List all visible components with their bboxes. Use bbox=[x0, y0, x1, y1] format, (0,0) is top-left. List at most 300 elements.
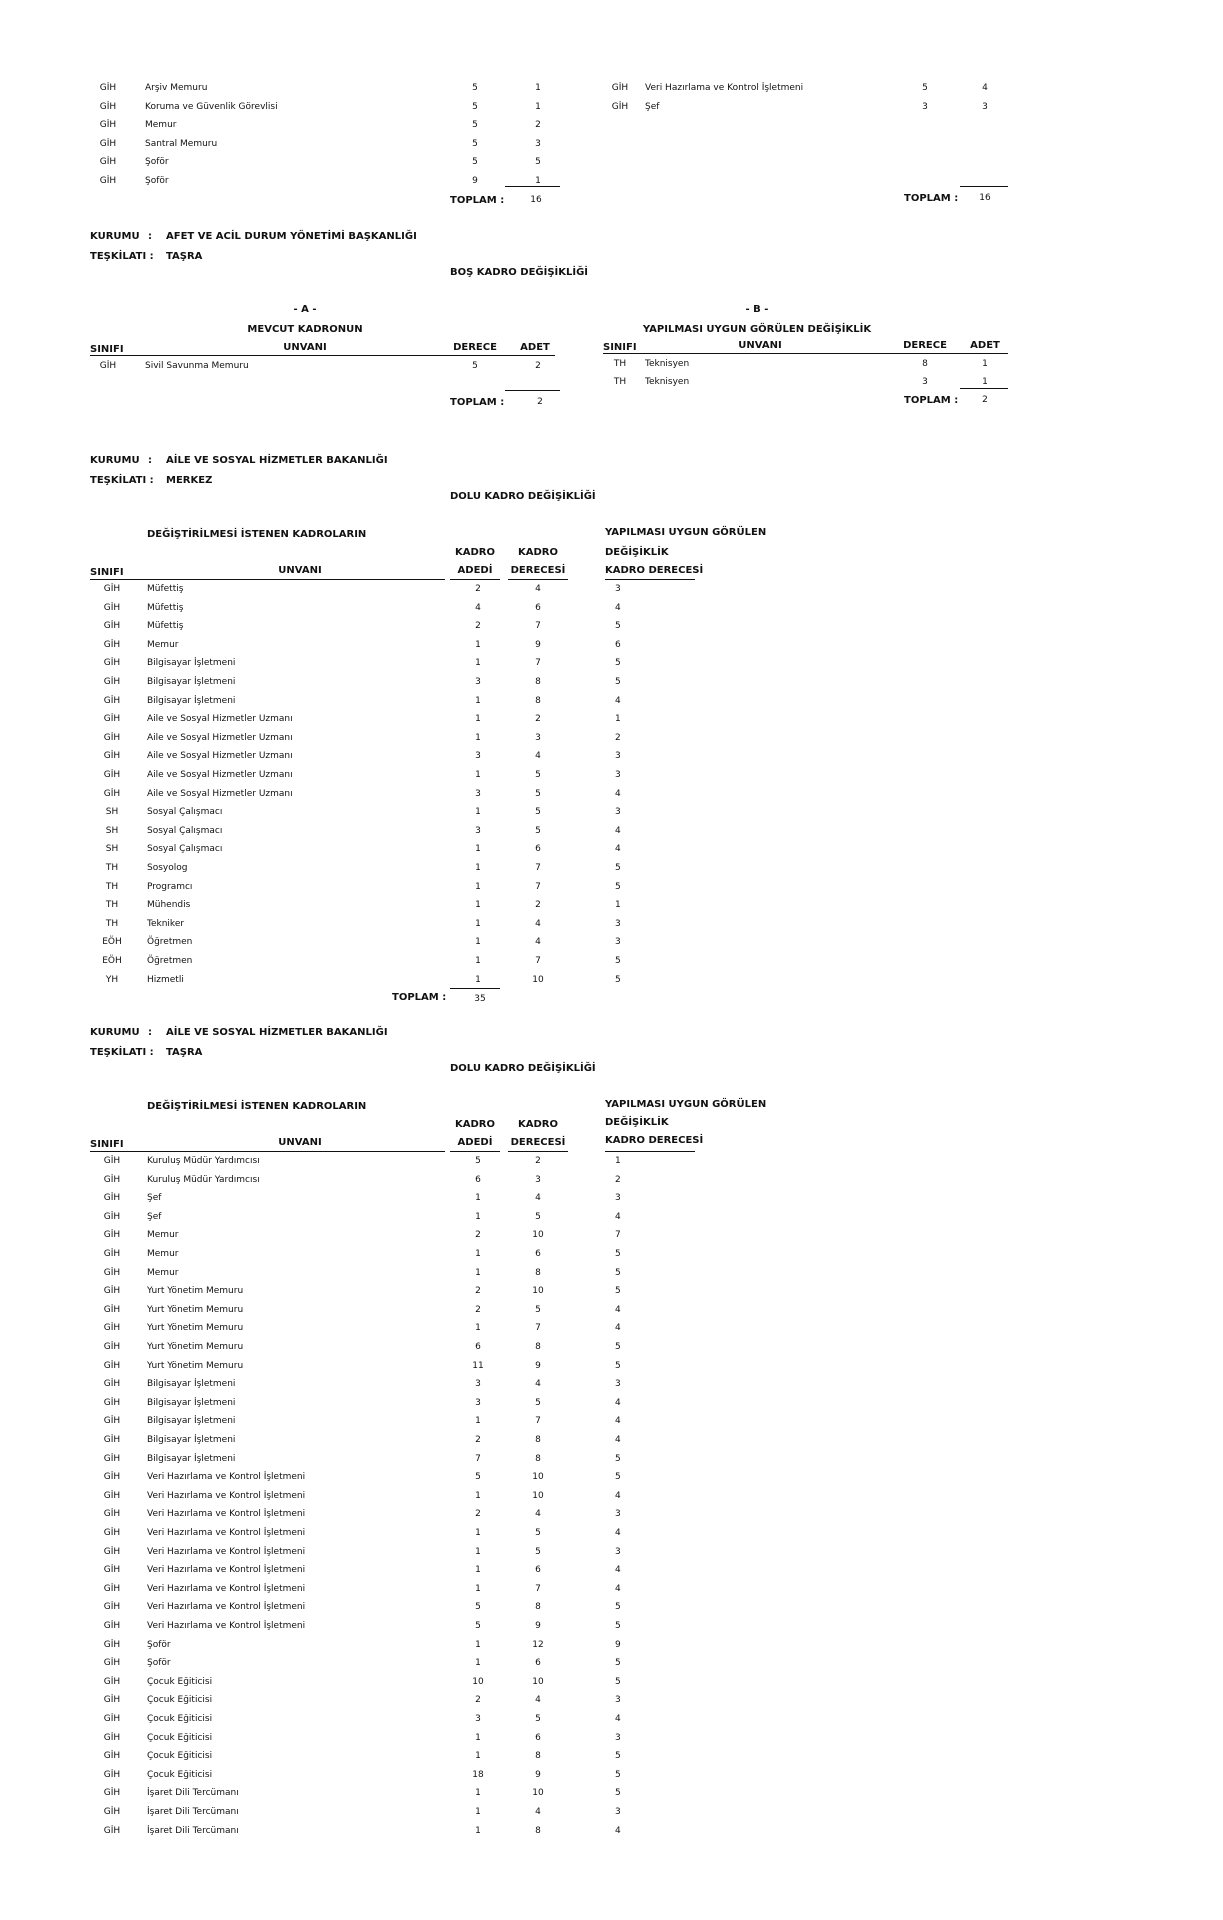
cell-kadro-derecesi: 5 bbox=[535, 1397, 541, 1408]
cell-kadro-adedi: 1 bbox=[475, 1732, 481, 1743]
cell-yeni-derece: 1 bbox=[615, 900, 621, 911]
cell-kadro-derecesi: 6 bbox=[535, 844, 541, 855]
cell-kadro-derecesi: 10 bbox=[532, 1788, 544, 1799]
column-header: KADRO bbox=[518, 1119, 558, 1130]
cell-unvani: Programcı bbox=[147, 881, 193, 892]
cell-derece: 5 bbox=[472, 120, 478, 131]
total-label: TOPLAM : bbox=[392, 992, 447, 1003]
cell-kadro-adedi: 1 bbox=[475, 1583, 481, 1594]
cell-sinifi: SH bbox=[105, 825, 119, 836]
cell-sinifi: GİH bbox=[103, 1825, 121, 1836]
cell-kadro-adedi: 3 bbox=[475, 788, 481, 799]
cell-yeni-derece: 2 bbox=[615, 732, 621, 743]
cell-adet: 5 bbox=[535, 157, 541, 168]
cell-yeni-derece: 5 bbox=[615, 1286, 621, 1297]
cell-unvani: Şef bbox=[147, 1211, 162, 1222]
cell-kadro-adedi: 2 bbox=[475, 1304, 481, 1315]
cell-unvani: Sosyolog bbox=[147, 863, 188, 873]
cell-yeni-derece: 7 bbox=[615, 1230, 621, 1241]
cell-kadro-adedi: 1 bbox=[475, 1658, 481, 1669]
cell-kadro-derecesi: 8 bbox=[535, 695, 541, 706]
cell-unvani: İşaret Dili Tercümanı bbox=[147, 1825, 239, 1836]
teskilati-label: TEŞKİLATI : bbox=[90, 1047, 154, 1058]
cell-kadro-adedi: 6 bbox=[475, 1342, 481, 1352]
cell-unvani: Veri Hazırlama ve Kontrol İşletmeni bbox=[147, 1472, 306, 1483]
cell-kadro-adedi: 5 bbox=[475, 1156, 481, 1166]
cell-kadro-derecesi: 3 bbox=[535, 732, 541, 743]
cell-adet: 3 bbox=[535, 138, 541, 149]
total-label: TOPLAM : bbox=[450, 195, 505, 206]
cell-yeni-derece: 5 bbox=[615, 1788, 621, 1799]
cell-unvani: Öğretmen bbox=[147, 956, 193, 966]
cell-unvani: Mühendis bbox=[147, 900, 191, 911]
cell-sinifi: GİH bbox=[103, 1397, 121, 1408]
divider bbox=[960, 186, 1008, 187]
cell-unvani: Çocuk Eğiticisi bbox=[147, 1676, 213, 1687]
cell-kadro-derecesi: 5 bbox=[535, 825, 541, 836]
cell-sinifi: GİH bbox=[103, 1602, 121, 1613]
total-value: 2 bbox=[537, 397, 543, 407]
cell-sinifi: GİH bbox=[103, 1769, 121, 1780]
cell-sinifi: TH bbox=[105, 881, 119, 892]
cell-unvani: Veri Hazırlama ve Kontrol İşletmeni bbox=[147, 1546, 306, 1557]
cell-adet: 2 bbox=[535, 361, 541, 371]
cell-yeni-derece: 3 bbox=[615, 1193, 621, 1204]
teskilati-label: TEŞKİLATI : bbox=[90, 251, 154, 262]
column-header: KADRO bbox=[518, 547, 558, 558]
cell-unvani: Şef bbox=[645, 101, 660, 112]
kurumu-label: KURUMU bbox=[90, 455, 140, 466]
table-title: DEĞİŞTİRİLMESİ İSTENEN KADROLARIN bbox=[147, 1101, 367, 1112]
cell-yeni-derece: 5 bbox=[615, 1769, 621, 1780]
cell-kadro-adedi: 1 bbox=[475, 695, 481, 706]
cell-yeni-derece: 4 bbox=[615, 1397, 621, 1408]
cell-kadro-adedi: 1 bbox=[475, 956, 481, 966]
header-rule bbox=[508, 579, 568, 580]
cell-sinifi: GİH bbox=[103, 1621, 121, 1631]
cell-kadro-derecesi: 8 bbox=[535, 1435, 541, 1445]
cell-kadro-adedi: 7 bbox=[475, 1453, 481, 1464]
table-title: DEĞİŞİKLİK bbox=[605, 547, 669, 558]
header-rule bbox=[90, 1151, 445, 1152]
cell-kadro-adedi: 3 bbox=[475, 751, 481, 762]
cell-kadro-derecesi: 8 bbox=[535, 1825, 541, 1836]
cell-unvani: İşaret Dili Tercümanı bbox=[147, 1807, 239, 1817]
section-heading: DOLU KADRO DEĞİŞİKLİĞİ bbox=[450, 1063, 596, 1074]
cell-kadro-adedi: 1 bbox=[475, 1211, 481, 1222]
cell-kadro-derecesi: 6 bbox=[535, 1732, 541, 1743]
cell-kadro-derecesi: 4 bbox=[535, 1193, 541, 1204]
cell-yeni-derece: 3 bbox=[615, 584, 621, 594]
divider bbox=[960, 388, 1008, 389]
cell-yeni-derece: 4 bbox=[615, 1714, 621, 1724]
cell-kadro-adedi: 4 bbox=[475, 602, 481, 613]
header-rule bbox=[605, 579, 695, 580]
cell-kadro-adedi: 18 bbox=[472, 1769, 484, 1780]
kurumu-name: AİLE VE SOSYAL HİZMETLER BAKANLIĞI bbox=[166, 455, 388, 466]
column-header: DERECESİ bbox=[510, 1137, 566, 1148]
column-header: DERECESİ bbox=[510, 565, 566, 576]
cell-kadro-adedi: 1 bbox=[475, 863, 481, 873]
cell-unvani: Çocuk Eğiticisi bbox=[147, 1751, 213, 1762]
cell-unvani: Memur bbox=[147, 1230, 179, 1241]
cell-yeni-derece: 5 bbox=[615, 1621, 621, 1631]
cell-unvani: Şoför bbox=[145, 157, 169, 168]
cell-kadro-derecesi: 10 bbox=[532, 1472, 544, 1483]
cell-unvani: Kuruluş Müdür Yardımcısı bbox=[147, 1174, 260, 1185]
cell-kadro-adedi: 2 bbox=[475, 1509, 481, 1520]
column-header: SINIFI bbox=[90, 344, 124, 355]
cell-kadro-derecesi: 4 bbox=[535, 937, 541, 948]
cell-derece: 5 bbox=[472, 361, 478, 371]
column-header: DERECE bbox=[903, 340, 947, 351]
cell-sinifi: GİH bbox=[103, 1695, 121, 1706]
cell-unvani: Yurt Yönetim Memuru bbox=[147, 1323, 244, 1334]
column-header: DERECE bbox=[453, 342, 497, 353]
cell-kadro-adedi: 5 bbox=[475, 1621, 481, 1631]
total-value: 16 bbox=[979, 193, 991, 203]
cell-kadro-adedi: 1 bbox=[475, 1193, 481, 1204]
cell-kadro-adedi: 5 bbox=[475, 1472, 481, 1483]
cell-sinifi: GİH bbox=[99, 361, 117, 371]
cell-sinifi: EÖH bbox=[102, 956, 122, 966]
cell-yeni-derece: 5 bbox=[615, 863, 621, 873]
cell-kadro-derecesi: 10 bbox=[532, 1490, 544, 1501]
cell-sinifi: GİH bbox=[103, 1807, 121, 1817]
cell-unvani: Arşiv Memuru bbox=[145, 83, 208, 93]
column-group-title: MEVCUT KADRONUN bbox=[247, 324, 363, 335]
colon: : bbox=[148, 455, 152, 466]
total-value: 35 bbox=[474, 994, 486, 1004]
column-header: UNVANI bbox=[738, 340, 782, 351]
cell-yeni-derece: 3 bbox=[615, 770, 621, 780]
column-header: KADRO DERECESİ bbox=[605, 1135, 704, 1146]
column-group-title: YAPILMASI UYGUN GÖRÜLEN DEĞİŞİKLİK bbox=[642, 324, 872, 335]
cell-sinifi: GİH bbox=[103, 1286, 121, 1297]
header-rule bbox=[605, 1151, 695, 1152]
cell-sinifi: TH bbox=[105, 918, 119, 929]
cell-yeni-derece: 4 bbox=[615, 1583, 621, 1594]
cell-kadro-derecesi: 5 bbox=[535, 807, 541, 818]
cell-sinifi: GİH bbox=[103, 1528, 121, 1538]
cell-adet: 1 bbox=[535, 101, 541, 112]
cell-yeni-derece: 4 bbox=[615, 1528, 621, 1538]
cell-unvani: Çocuk Eğiticisi bbox=[147, 1714, 213, 1724]
cell-kadro-derecesi: 8 bbox=[535, 1453, 541, 1464]
cell-kadro-derecesi: 4 bbox=[535, 584, 541, 594]
cell-unvani: Teknisyen bbox=[645, 377, 690, 387]
cell-unvani: Bilgisayar İşletmeni bbox=[147, 1379, 236, 1390]
cell-unvani: Çocuk Eğiticisi bbox=[147, 1695, 213, 1706]
cell-yeni-derece: 4 bbox=[615, 1490, 621, 1501]
cell-yeni-derece: 4 bbox=[615, 1435, 621, 1445]
column-header: ADET bbox=[970, 340, 1000, 351]
cell-yeni-derece: 4 bbox=[615, 825, 621, 836]
kurumu-name: AFET VE ACİL DURUM YÖNETİMİ BAŞKANLIĞI bbox=[166, 231, 417, 242]
cell-kadro-derecesi: 9 bbox=[535, 1621, 541, 1631]
cell-sinifi: GİH bbox=[103, 1211, 121, 1222]
column-group-marker: - B - bbox=[745, 304, 769, 315]
section-heading: DOLU KADRO DEĞİŞİKLİĞİ bbox=[450, 491, 596, 502]
cell-sinifi: GİH bbox=[103, 788, 121, 799]
cell-kadro-adedi: 1 bbox=[475, 714, 481, 725]
cell-unvani: Memur bbox=[147, 1267, 179, 1278]
cell-sinifi: GİH bbox=[103, 1416, 121, 1427]
cell-sinifi: GİH bbox=[103, 1156, 121, 1166]
cell-sinifi: GİH bbox=[103, 1174, 121, 1185]
cell-kadro-derecesi: 10 bbox=[532, 1230, 544, 1241]
cell-unvani: Şef bbox=[147, 1193, 162, 1204]
cell-yeni-derece: 4 bbox=[615, 844, 621, 855]
cell-sinifi: GİH bbox=[103, 1267, 121, 1278]
cell-sinifi: GİH bbox=[103, 1676, 121, 1687]
cell-sinifi: GİH bbox=[99, 157, 117, 168]
cell-unvani: Veri Hazırlama ve Kontrol İşletmeni bbox=[147, 1621, 306, 1631]
divider bbox=[450, 988, 500, 989]
column-header: ADEDİ bbox=[457, 1137, 493, 1148]
cell-unvani: Müfettiş bbox=[147, 602, 184, 613]
cell-yeni-derece: 4 bbox=[615, 1416, 621, 1427]
cell-sinifi: GİH bbox=[103, 1658, 121, 1669]
cell-kadro-derecesi: 10 bbox=[532, 1676, 544, 1687]
cell-unvani: Veri Hazırlama ve Kontrol İşletmeni bbox=[147, 1583, 306, 1594]
colon: : bbox=[148, 1027, 152, 1038]
cell-kadro-derecesi: 5 bbox=[535, 1546, 541, 1557]
cell-sinifi: GİH bbox=[103, 1342, 121, 1352]
cell-sinifi: GİH bbox=[103, 1565, 121, 1576]
teskilati-name: TAŞRA bbox=[166, 1047, 203, 1058]
cell-kadro-derecesi: 9 bbox=[535, 1360, 541, 1371]
cell-kadro-adedi: 3 bbox=[475, 1714, 481, 1724]
teskilati-name: MERKEZ bbox=[166, 475, 213, 486]
cell-derece: 3 bbox=[922, 101, 928, 112]
cell-unvani: Aile ve Sosyal Hizmetler Uzmanı bbox=[147, 770, 293, 780]
cell-yeni-derece: 5 bbox=[615, 1267, 621, 1278]
column-header: KADRO DERECESİ bbox=[605, 565, 704, 576]
cell-unvani: Koruma ve Güvenlik Görevlisi bbox=[145, 101, 278, 112]
cell-unvani: Yurt Yönetim Memuru bbox=[147, 1360, 244, 1371]
cell-unvani: Sivil Savunma Memuru bbox=[145, 361, 249, 371]
cell-derece: 9 bbox=[472, 176, 478, 186]
cell-sinifi: TH bbox=[105, 863, 119, 873]
cell-sinifi: TH bbox=[613, 359, 627, 369]
cell-unvani: Veri Hazırlama ve Kontrol İşletmeni bbox=[147, 1509, 306, 1520]
cell-yeni-derece: 4 bbox=[615, 788, 621, 799]
cell-kadro-adedi: 2 bbox=[475, 1286, 481, 1297]
cell-kadro-adedi: 1 bbox=[475, 844, 481, 855]
cell-sinifi: GİH bbox=[103, 1435, 121, 1445]
cell-kadro-adedi: 1 bbox=[475, 1825, 481, 1836]
cell-sinifi: GİH bbox=[103, 1472, 121, 1483]
cell-yeni-derece: 5 bbox=[615, 1453, 621, 1464]
table-title: DEĞİŞİKLİK bbox=[605, 1117, 669, 1128]
cell-kadro-derecesi: 5 bbox=[535, 1304, 541, 1315]
cell-unvani: Veri Hazırlama ve Kontrol İşletmeni bbox=[147, 1602, 306, 1613]
cell-yeni-derece: 5 bbox=[615, 1472, 621, 1483]
cell-unvani: İşaret Dili Tercümanı bbox=[147, 1788, 239, 1799]
cell-kadro-derecesi: 8 bbox=[535, 1267, 541, 1278]
cell-unvani: Sosyal Çalışmacı bbox=[147, 825, 223, 836]
cell-kadro-adedi: 3 bbox=[475, 825, 481, 836]
cell-yeni-derece: 4 bbox=[615, 602, 621, 613]
cell-kadro-derecesi: 8 bbox=[535, 1751, 541, 1762]
cell-sinifi: GİH bbox=[103, 1509, 121, 1520]
cell-kadro-derecesi: 9 bbox=[535, 1769, 541, 1780]
cell-yeni-derece: 5 bbox=[615, 1602, 621, 1613]
cell-unvani: Şoför bbox=[147, 1658, 171, 1669]
cell-yeni-derece: 5 bbox=[615, 1751, 621, 1762]
total-value: 16 bbox=[530, 195, 542, 205]
cell-yeni-derece: 5 bbox=[615, 1249, 621, 1259]
column-group-marker: - A - bbox=[293, 304, 317, 315]
cell-unvani: Aile ve Sosyal Hizmetler Uzmanı bbox=[147, 751, 293, 762]
column-header: SINIFI bbox=[90, 567, 124, 578]
cell-adet: 1 bbox=[982, 377, 988, 387]
cell-yeni-derece: 5 bbox=[615, 956, 621, 966]
kurumu-name: AİLE VE SOSYAL HİZMETLER BAKANLIĞI bbox=[166, 1027, 388, 1038]
total-value: 2 bbox=[982, 395, 988, 405]
cell-unvani: Yurt Yönetim Memuru bbox=[147, 1342, 244, 1352]
cell-sinifi: EÖH bbox=[102, 937, 122, 948]
cell-yeni-derece: 3 bbox=[615, 1509, 621, 1520]
cell-yeni-derece: 5 bbox=[615, 1676, 621, 1687]
cell-adet: 1 bbox=[982, 359, 988, 369]
cell-sinifi: YH bbox=[105, 974, 119, 985]
cell-adet: 1 bbox=[535, 83, 541, 93]
cell-unvani: Sosyal Çalışmacı bbox=[147, 844, 223, 855]
cell-sinifi: TH bbox=[613, 377, 627, 387]
column-header: ADET bbox=[520, 342, 550, 353]
cell-kadro-derecesi: 7 bbox=[535, 881, 541, 892]
cell-derece: 5 bbox=[472, 138, 478, 149]
cell-yeni-derece: 4 bbox=[615, 1323, 621, 1334]
cell-unvani: Çocuk Eğiticisi bbox=[147, 1769, 213, 1780]
cell-yeni-derece: 9 bbox=[615, 1639, 621, 1650]
cell-kadro-adedi: 1 bbox=[475, 881, 481, 892]
cell-kadro-adedi: 6 bbox=[475, 1174, 481, 1185]
teskilati-label: TEŞKİLATI : bbox=[90, 475, 154, 486]
cell-sinifi: GİH bbox=[99, 138, 117, 149]
total-label: TOPLAM : bbox=[450, 397, 505, 408]
section-heading: BOŞ KADRO DEĞİŞİKLİĞİ bbox=[450, 267, 589, 278]
cell-yeni-derece: 4 bbox=[615, 695, 621, 706]
cell-yeni-derece: 4 bbox=[615, 1565, 621, 1576]
cell-kadro-derecesi: 7 bbox=[535, 1416, 541, 1427]
cell-sinifi: GİH bbox=[103, 1751, 121, 1762]
cell-kadro-adedi: 10 bbox=[472, 1676, 484, 1687]
cell-unvani: Hizmetli bbox=[147, 974, 184, 985]
cell-kadro-derecesi: 8 bbox=[535, 1342, 541, 1352]
column-header: UNVANI bbox=[278, 565, 322, 576]
cell-sinifi: GİH bbox=[99, 120, 117, 131]
cell-yeni-derece: 3 bbox=[615, 1695, 621, 1706]
cell-yeni-derece: 5 bbox=[615, 1342, 621, 1352]
cell-kadro-adedi: 5 bbox=[475, 1602, 481, 1613]
cell-unvani: Kuruluş Müdür Yardımcısı bbox=[147, 1156, 260, 1166]
cell-kadro-derecesi: 6 bbox=[535, 1565, 541, 1576]
column-header: KADRO bbox=[455, 1119, 495, 1130]
column-header: UNVANI bbox=[283, 342, 327, 353]
cell-unvani: Aile ve Sosyal Hizmetler Uzmanı bbox=[147, 714, 293, 725]
cell-kadro-derecesi: 6 bbox=[535, 1658, 541, 1669]
cell-sinifi: GİH bbox=[103, 1546, 121, 1557]
teskilati-name: TAŞRA bbox=[166, 251, 203, 262]
cell-unvani: Memur bbox=[145, 120, 177, 131]
cell-yeni-derece: 4 bbox=[615, 1211, 621, 1222]
cell-adet: 3 bbox=[982, 101, 988, 112]
cell-sinifi: GİH bbox=[103, 1323, 121, 1334]
cell-yeni-derece: 5 bbox=[615, 658, 621, 669]
cell-kadro-derecesi: 7 bbox=[535, 863, 541, 873]
cell-kadro-derecesi: 4 bbox=[535, 751, 541, 762]
cell-yeni-derece: 5 bbox=[615, 1658, 621, 1669]
cell-kadro-adedi: 1 bbox=[475, 1249, 481, 1259]
cell-yeni-derece: 1 bbox=[615, 714, 621, 725]
cell-sinifi: GİH bbox=[99, 101, 117, 112]
cell-kadro-derecesi: 5 bbox=[535, 788, 541, 799]
cell-kadro-derecesi: 5 bbox=[535, 770, 541, 780]
cell-sinifi: GİH bbox=[103, 1193, 121, 1204]
cell-sinifi: GİH bbox=[103, 1788, 121, 1799]
cell-kadro-derecesi: 7 bbox=[535, 956, 541, 966]
cell-yeni-derece: 5 bbox=[615, 677, 621, 687]
cell-derece: 5 bbox=[922, 83, 928, 93]
cell-adet: 2 bbox=[535, 120, 541, 131]
cell-yeni-derece: 3 bbox=[615, 937, 621, 948]
cell-kadro-adedi: 1 bbox=[475, 1639, 481, 1650]
header-rule bbox=[508, 1151, 568, 1152]
cell-unvani: Teknisyen bbox=[645, 359, 690, 369]
kurumu-label: KURUMU bbox=[90, 1027, 140, 1038]
cell-kadro-adedi: 1 bbox=[475, 1751, 481, 1762]
cell-kadro-adedi: 1 bbox=[475, 937, 481, 948]
cell-unvani: Şoför bbox=[147, 1639, 171, 1650]
cell-sinifi: TH bbox=[105, 900, 119, 911]
table-title: YAPILMASI UYGUN GÖRÜLEN bbox=[605, 1099, 767, 1110]
cell-kadro-adedi: 1 bbox=[475, 1267, 481, 1278]
cell-derece: 5 bbox=[472, 83, 478, 93]
cell-kadro-derecesi: 7 bbox=[535, 1583, 541, 1594]
column-header: SINIFI bbox=[90, 1139, 124, 1150]
cell-unvani: Memur bbox=[147, 639, 179, 650]
cell-yeni-derece: 3 bbox=[615, 1379, 621, 1390]
cell-kadro-adedi: 1 bbox=[475, 732, 481, 743]
cell-kadro-adedi: 1 bbox=[475, 639, 481, 650]
cell-yeni-derece: 5 bbox=[615, 881, 621, 892]
cell-kadro-derecesi: 5 bbox=[535, 1528, 541, 1538]
cell-yeni-derece: 5 bbox=[615, 1360, 621, 1371]
cell-sinifi: GİH bbox=[103, 1583, 121, 1594]
cell-kadro-derecesi: 10 bbox=[532, 974, 544, 985]
cell-kadro-adedi: 1 bbox=[475, 807, 481, 818]
total-label: TOPLAM : bbox=[904, 193, 959, 204]
cell-sinifi: GİH bbox=[103, 639, 121, 650]
cell-kadro-adedi: 2 bbox=[475, 1230, 481, 1241]
cell-unvani: Müfettiş bbox=[147, 584, 184, 594]
cell-sinifi: GİH bbox=[103, 677, 121, 687]
cell-unvani: Çocuk Eğiticisi bbox=[147, 1732, 213, 1743]
cell-kadro-adedi: 1 bbox=[475, 1490, 481, 1501]
cell-sinifi: GİH bbox=[103, 1360, 121, 1371]
cell-kadro-derecesi: 2 bbox=[535, 900, 541, 911]
cell-kadro-adedi: 1 bbox=[475, 1565, 481, 1576]
cell-sinifi: GİH bbox=[103, 1379, 121, 1390]
cell-adet: 1 bbox=[535, 176, 541, 186]
cell-kadro-adedi: 1 bbox=[475, 1546, 481, 1557]
cell-kadro-adedi: 1 bbox=[475, 770, 481, 780]
cell-kadro-adedi: 1 bbox=[475, 918, 481, 929]
cell-sinifi: SH bbox=[105, 807, 119, 818]
